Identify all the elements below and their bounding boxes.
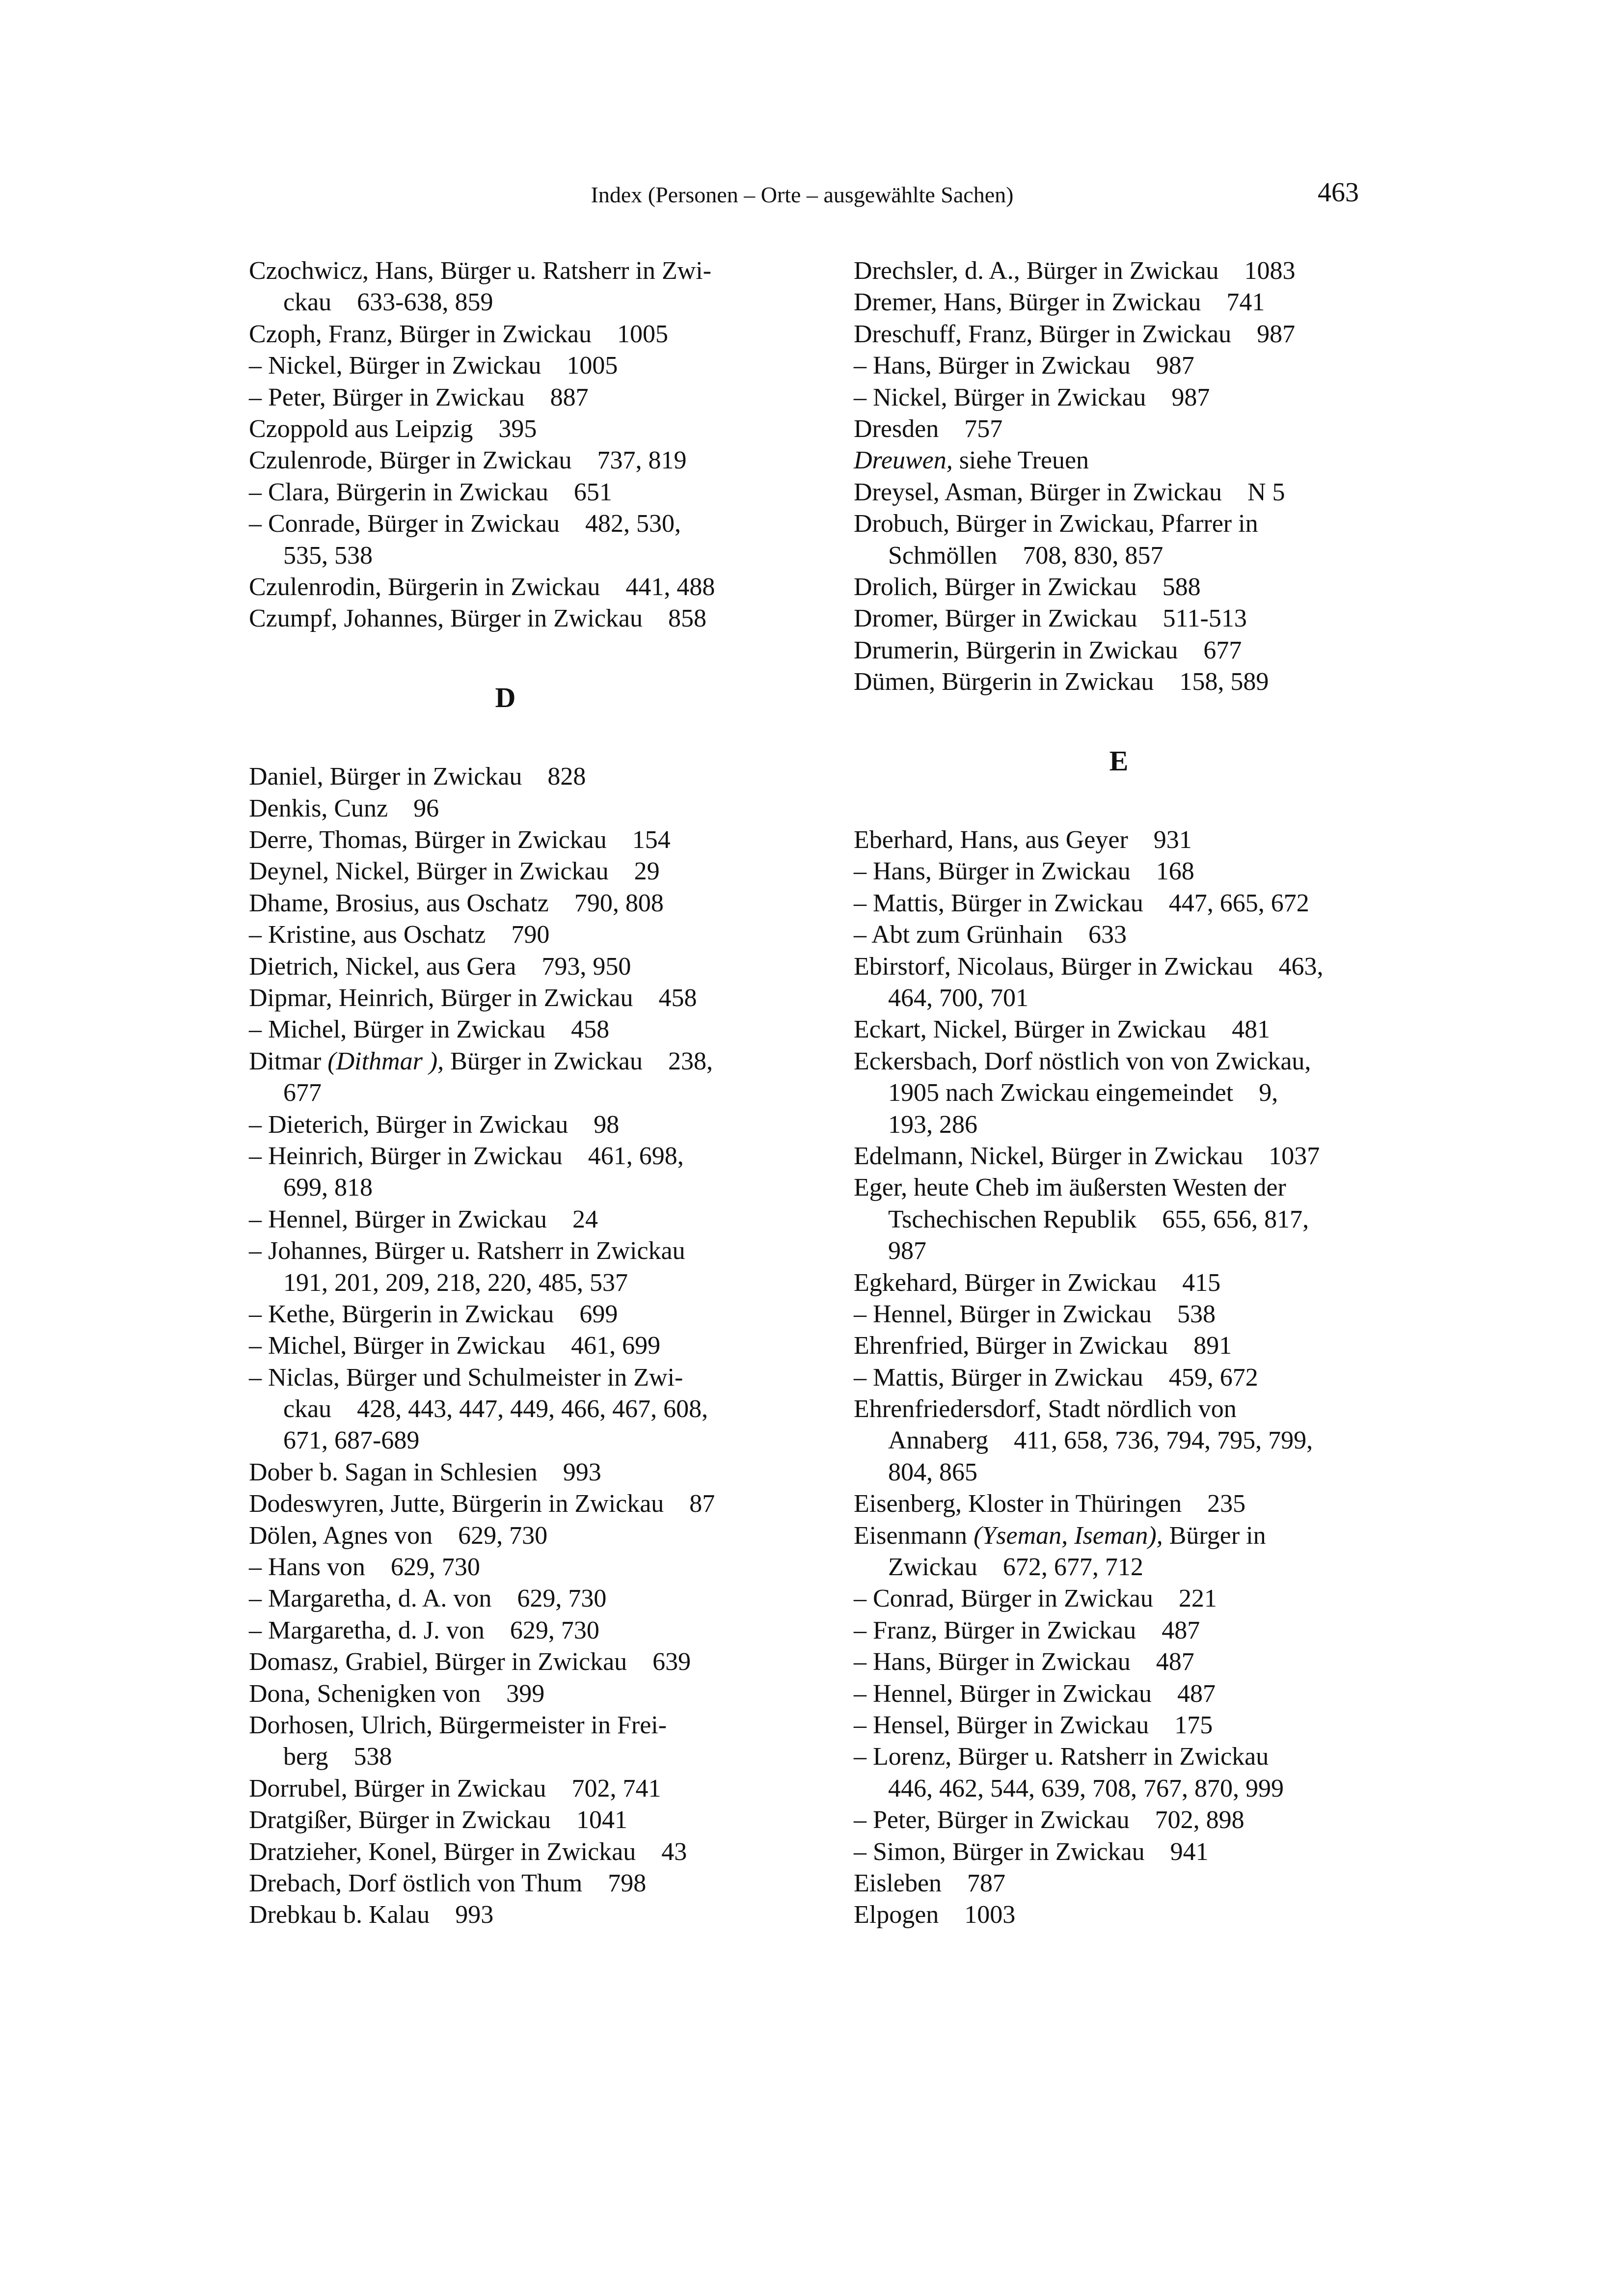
index-entry: Drolich, Bürger in Zwickau 588: [854, 573, 1201, 601]
index-entry: Drebach, Dorf östlich von Thum 798: [249, 1869, 647, 1897]
index-subentry: – Hennel, Bürger in Zwickau 24: [249, 1205, 598, 1233]
index-subentry: – Hans, Bürger in Zwickau 987: [854, 352, 1194, 380]
index-entry: Denkis, Cunz 96: [249, 794, 439, 822]
index-entry: Dipmar, Heinrich, Bürger in Zwickau 458: [249, 984, 697, 1012]
index-entry: Dremer, Hans, Bürger in Zwickau 741: [854, 288, 1265, 317]
index-subentry: – Nickel, Bürger in Zwickau 1005: [249, 352, 618, 380]
index-subentry: – Hans, Bürger in Zwickau 168: [854, 857, 1194, 886]
index-subentry: – Michel, Bürger in Zwickau 461, 699: [249, 1332, 661, 1360]
index-subentry: – Clara, Bürgerin in Zwickau 651: [249, 478, 612, 506]
index-entry: Dietrich, Nickel, aus Gera 793, 950: [249, 952, 631, 981]
index-entry: Deynel, Nickel, Bürger in Zwickau 29: [249, 857, 660, 886]
index-subentry: – Kethe, Bürgerin in Zwickau 699: [249, 1300, 618, 1328]
index-entry: Dreschuff, Franz, Bürger in Zwickau 987: [854, 320, 1296, 348]
index-entry: Eger, heute Cheb im äußersten Westen der: [854, 1174, 1286, 1202]
index-subentry: – Hans, Bürger in Zwickau 487: [854, 1648, 1194, 1676]
index-subentry: – Hennel, Bürger in Zwickau 538: [854, 1300, 1216, 1328]
spacer: [249, 730, 762, 761]
index-entry: Czochwicz, Hans, Bürger u. Ratsherr in Zwi-: [249, 257, 712, 285]
index-entry-continuation: 191, 201, 209, 218, 220, 485, 537: [283, 1268, 628, 1297]
index-entry-continuation: 464, 700, 701: [888, 984, 1028, 1012]
index-entry: Dresden 757: [854, 414, 1003, 443]
index-entry: Czoppold aus Leipzig 395: [249, 414, 537, 443]
index-subentry: – Niclas, Bürger und Schulmeister in Zwi-: [249, 1363, 683, 1392]
index-entry-continuation: 987: [888, 1237, 926, 1265]
index-subentry: – Michel, Bürger in Zwickau 458: [249, 1015, 610, 1044]
index-entry: Dratgißer, Bürger in Zwickau 1041: [249, 1806, 627, 1834]
index-subentry: – Peter, Bürger in Zwickau 702, 898: [854, 1806, 1244, 1834]
entry-text: Bürger in: [1163, 1521, 1266, 1550]
spacer: [854, 793, 1384, 824]
index-subentry: – Kristine, aus Oschatz 790: [249, 921, 550, 949]
index-entry: Elpogen 1003: [854, 1901, 1016, 1929]
index-entry: Eberhard, Hans, aus Geyer 931: [854, 826, 1192, 854]
index-subentry: – Franz, Bürger in Zwickau 487: [854, 1616, 1200, 1644]
entry-variant-italic: (Yseman, Iseman),: [974, 1521, 1163, 1550]
entry-variant-italic: (Dithmar ),: [327, 1047, 444, 1075]
index-subentry: – Nickel, Bürger in Zwickau 987: [854, 383, 1210, 411]
index-subentry: – Johannes, Bürger u. Ratsherr in Zwickau: [249, 1237, 685, 1265]
index-subentry: – Abt zum Grünhain 633: [854, 921, 1127, 949]
index-entry: Dober b. Sagan in Schlesien 993: [249, 1458, 601, 1486]
index-entry-continuation: berg 538: [283, 1743, 392, 1771]
index-entry: Daniel, Bürger in Zwickau 828: [249, 763, 586, 791]
section-heading-e: E: [1109, 744, 1129, 777]
entry-variant-italic: Dreuwen,: [854, 446, 953, 475]
index-entry: Eckersbach, Dorf nöstlich von von Zwickau,: [854, 1047, 1311, 1075]
index-entry-continuation: 699, 818: [283, 1174, 373, 1202]
index-entry-continuation: 535, 538: [283, 541, 373, 570]
spacer: [249, 635, 762, 666]
index-entry: Dhame, Brosius, aus Oschatz 790, 808: [249, 889, 664, 917]
running-header: Index (Personen – Orte – ausgewählte Sachen): [591, 182, 1014, 207]
index-entry: Edelmann, Nickel, Bürger in Zwickau 1037: [854, 1142, 1320, 1170]
index-subentry: – Margaretha, d. A. von 629, 730: [249, 1585, 607, 1613]
index-entry-continuation: Annaberg 411, 658, 736, 794, 795, 799,: [888, 1426, 1313, 1455]
entry-text: Bürger in Zwickau 238,: [444, 1047, 713, 1075]
page-header: [245, 177, 1359, 221]
index-entry: Czulenrode, Bürger in Zwickau 737, 819: [249, 446, 687, 475]
index-subentry: – Conrad, Bürger in Zwickau 221: [854, 1585, 1217, 1613]
index-entry: Dodeswyren, Jutte, Bürgerin in Zwickau 87: [249, 1490, 715, 1518]
index-entry: Dümen, Bürgerin in Zwickau 158, 589: [854, 668, 1269, 696]
index-entry: Drechsler, d. A., Bürger in Zwickau 1083: [854, 257, 1296, 285]
index-subentry: – Peter, Bürger in Zwickau 887: [249, 383, 589, 411]
index-subentry: – Margaretha, d. J. von 629, 730: [249, 1616, 599, 1644]
index-entry: Czulenrodin, Bürgerin in Zwickau 441, 488: [249, 573, 715, 601]
index-entry-continuation: 804, 865: [888, 1458, 977, 1486]
index-entry: Eisenberg, Kloster in Thüringen 235: [854, 1490, 1246, 1518]
index-entry: Derre, Thomas, Bürger in Zwickau 154: [249, 826, 671, 854]
index-subentry: – Hans von 629, 730: [249, 1553, 480, 1582]
page-number: 463: [1318, 177, 1359, 208]
index-entry-continuation: Schmöllen 708, 830, 857: [888, 541, 1163, 570]
index-entry: Dorrubel, Bürger in Zwickau 702, 741: [249, 1774, 661, 1803]
index-subentry: – Hennel, Bürger in Zwickau 487: [854, 1679, 1216, 1708]
index-entry-continuation: 446, 462, 544, 639, 708, 767, 870, 999: [888, 1774, 1284, 1803]
index-entry: [854, 1520, 1384, 1552]
spacer: [854, 698, 1384, 729]
index-subentry: – Mattis, Bürger in Zwickau 447, 665, 672: [854, 889, 1309, 917]
index-column-left: [249, 255, 762, 1931]
index-entry-continuation: 193, 286: [888, 1110, 977, 1139]
index-entry-continuation: 671, 687-689: [283, 1426, 420, 1455]
index-subentry: – Mattis, Bürger in Zwickau 459, 672: [854, 1363, 1258, 1392]
index-entry-crossref: [854, 445, 1384, 476]
index-entry: Ehrenfriedersdorf, Stadt nördlich von: [854, 1395, 1237, 1423]
index-entry: Czumpf, Johannes, Bürger in Zwickau 858: [249, 604, 706, 633]
index-entry: Drobuch, Bürger in Zwickau, Pfarrer in: [854, 510, 1258, 538]
index-subentry: – Conrade, Bürger in Zwickau 482, 530,: [249, 510, 681, 538]
entry-text: siehe Treuen: [952, 446, 1089, 475]
index-entry: Dölen, Agnes von 629, 730: [249, 1521, 548, 1550]
index-entry-continuation: ckau 428, 443, 447, 449, 466, 467, 608,: [283, 1395, 708, 1423]
index-entry: Drumerin, Bürgerin in Zwickau 677: [854, 636, 1242, 664]
section-heading-d: D: [495, 682, 516, 714]
index-entry: Dorhosen, Ulrich, Bürgermeister in Frei-: [249, 1711, 667, 1739]
index-entry-continuation: Tschechischen Republik 655, 656, 817,: [888, 1205, 1309, 1233]
index-entry-continuation: 1905 nach Zwickau eingemeindet 9,: [888, 1079, 1278, 1107]
index-entry: Ehrenfried, Bürger in Zwickau 891: [854, 1332, 1232, 1360]
index-entry-continuation: 677: [283, 1079, 322, 1107]
index-entry: [249, 1046, 762, 1077]
index-subentry: – Heinrich, Bürger in Zwickau 461, 698,: [249, 1142, 684, 1170]
index-entry-continuation: Zwickau 672, 677, 712: [888, 1553, 1143, 1582]
index-subentry: – Dieterich, Bürger in Zwickau 98: [249, 1110, 620, 1139]
index-entry: Dratzieher, Konel, Bürger in Zwickau 43: [249, 1837, 687, 1866]
index-subentry: – Hensel, Bürger in Zwickau 175: [854, 1711, 1213, 1739]
index-entry: Egkehard, Bürger in Zwickau 415: [854, 1268, 1221, 1297]
index-entry: Dreysel, Asman, Bürger in Zwickau N 5: [854, 478, 1285, 506]
index-entry-continuation: ckau 633-638, 859: [283, 288, 493, 317]
index-entry: Ebirstorf, Nicolaus, Bürger in Zwickau 463,: [854, 952, 1324, 981]
entry-text: Ditmar: [249, 1047, 328, 1075]
index-subentry: – Lorenz, Bürger u. Ratsherr in Zwickau: [854, 1743, 1269, 1771]
index-column-right: [854, 255, 1384, 1931]
index-entry: Domasz, Grabiel, Bürger in Zwickau 639: [249, 1648, 691, 1676]
index-entry: Dromer, Bürger in Zwickau 511-513: [854, 604, 1247, 633]
index-entry: Dona, Schenigken von 399: [249, 1679, 545, 1708]
index-entry: Drebkau b. Kalau 993: [249, 1901, 494, 1929]
index-entry: Eckart, Nickel, Bürger in Zwickau 481: [854, 1015, 1271, 1044]
entry-text: Eisenmann: [854, 1521, 974, 1550]
index-subentry: – Simon, Bürger in Zwickau 941: [854, 1837, 1209, 1866]
index-entry: Czoph, Franz, Bürger in Zwickau 1005: [249, 320, 668, 348]
index-entry: Eisleben 787: [854, 1869, 1006, 1897]
